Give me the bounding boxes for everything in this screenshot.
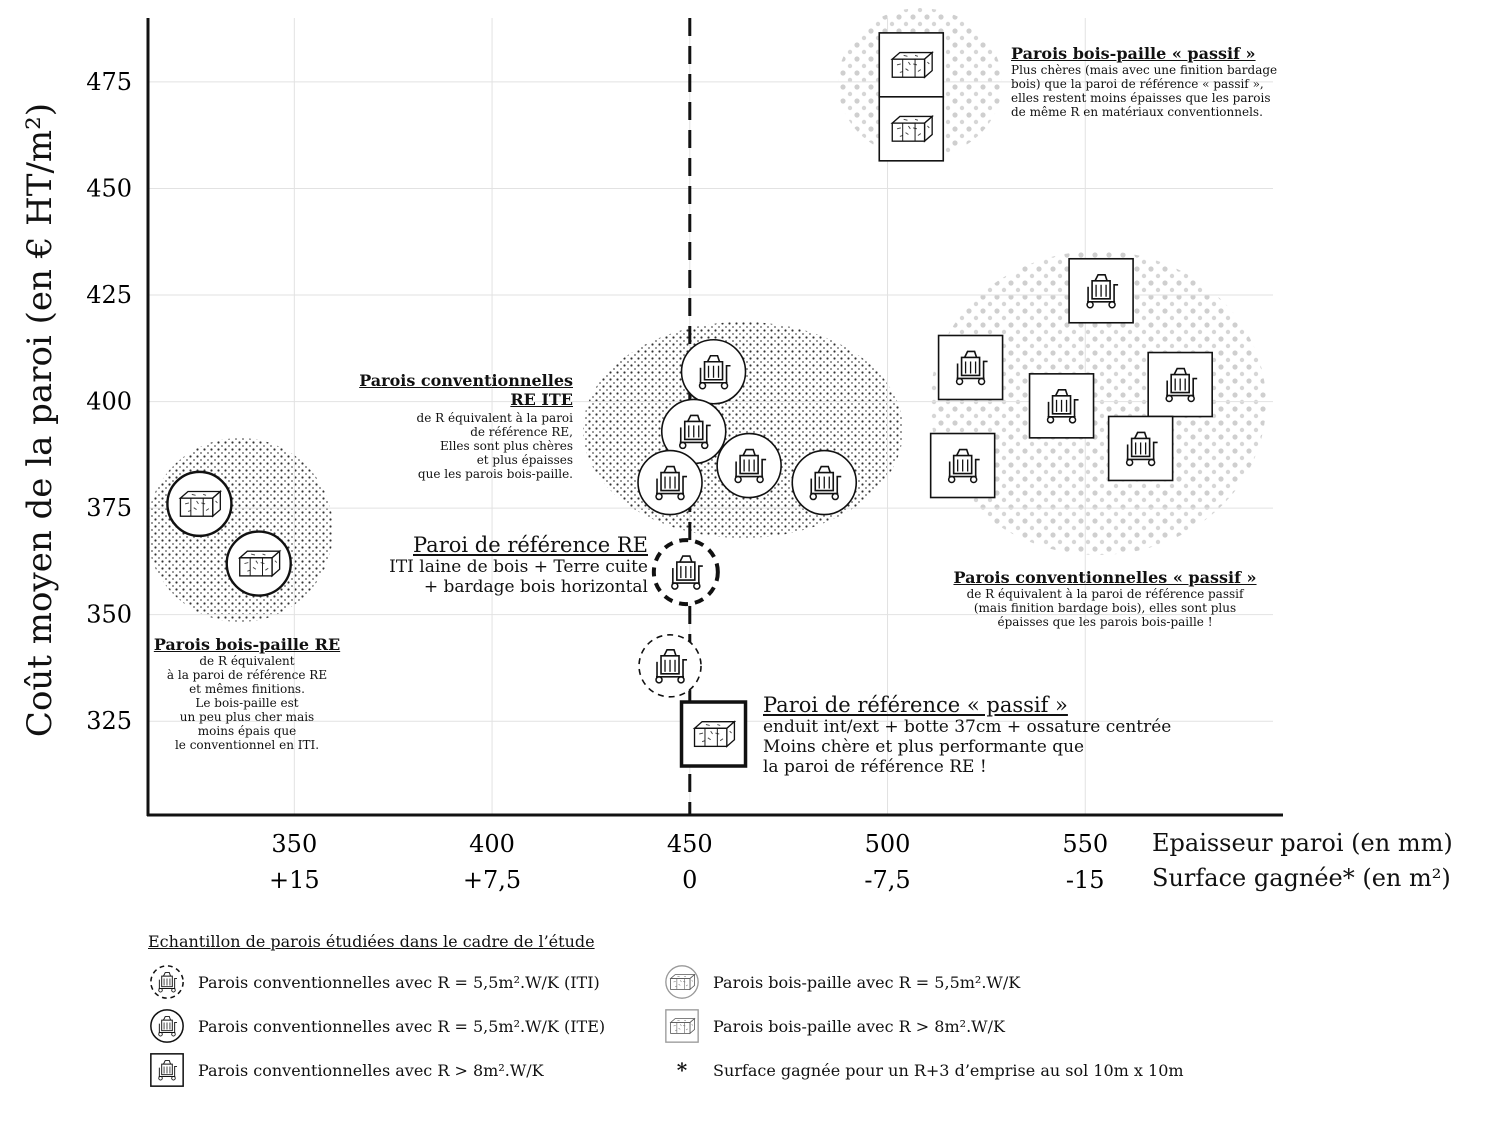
- annotation-text: [147, 654, 347, 752]
- legend-label: Parois conventionnelles avec R > 8m².W/K: [198, 1060, 544, 1080]
- legend-label: Parois bois-paille avec R = 5,5m².W/K: [713, 972, 1021, 992]
- legend-label: Parois bois-paille avec R > 8m².W/K: [713, 1016, 1005, 1036]
- annotation-line: de R équivalent à la paroi de référence passif: [966, 587, 1244, 601]
- legend-item: [148, 1051, 544, 1089]
- annotation-line: épaisses que les parois bois-paille !: [997, 615, 1213, 629]
- annotation-line: Elles sont plus chères: [439, 439, 573, 453]
- annotation-title: Parois conventionnelles: [359, 371, 573, 390]
- legend-item: [148, 963, 600, 1001]
- annotation-line: de R équivalent à la paroi: [416, 411, 573, 425]
- annotation-title: Parois bois-paille « passif »: [1011, 44, 1256, 63]
- annotation-line: à la paroi de référence RE: [166, 668, 328, 682]
- legend-label: Surface gagnée pour un R+3 d’emprise au sol 10m x 10m: [713, 1060, 1184, 1080]
- x-axis-title: Epaisseur paroi (en mm): [1152, 829, 1453, 857]
- data-point-dashed-circle: [639, 635, 701, 697]
- legend-label: Parois conventionnelles avec R = 5,5m².W/K (ITI): [198, 972, 600, 992]
- y-tick-label: 325: [86, 707, 132, 736]
- data-point-square: [931, 434, 995, 498]
- annotation-reference-re: [330, 533, 648, 597]
- legend-title: Echantillon de parois étudiées dans le cadre de l’étude: [148, 932, 595, 951]
- annotation-line: et plus épaisses: [476, 453, 573, 467]
- annotation-line: (mais finition bardage bois), elles sont plus: [973, 601, 1237, 615]
- annotation-title: Paroi de référence « passif »: [763, 693, 1068, 717]
- legend-item: [663, 1007, 1005, 1045]
- annotation-title-2: RE ITE: [510, 390, 573, 409]
- y-tick-label: 450: [86, 174, 132, 203]
- bale-circle-icon: [663, 963, 701, 1001]
- data-point-square: [939, 335, 1003, 399]
- data-point-circle: [682, 340, 746, 404]
- mixer-square-icon: [148, 1051, 186, 1089]
- annotation-line: de R équivalent: [199, 654, 295, 668]
- y-axis-title: Coût moyen de la paroi (en € HT/m²): [20, 102, 60, 738]
- x-tick-label: 550: [1062, 830, 1109, 858]
- asterisk-icon: *: [676, 1058, 688, 1082]
- y-tick-label: 375: [86, 494, 132, 523]
- mixer-circle-icon: [148, 1007, 186, 1045]
- annotation-bois-paille-passif: [1011, 44, 1277, 119]
- x2-tick-label: -7,5: [864, 866, 911, 894]
- annotation-title: Paroi de référence RE: [413, 533, 648, 557]
- y-tick-label: 425: [86, 281, 132, 310]
- x2-tick-label: 0: [682, 866, 698, 894]
- data-point-square: [1148, 353, 1212, 417]
- x-tick-label: 400: [469, 830, 515, 858]
- annotation-line: le conventionnel en ITI.: [174, 738, 320, 752]
- annotation-line: de référence RE,: [470, 425, 573, 439]
- annotation-line: la paroi de référence RE !: [763, 757, 987, 777]
- annotation-line: + bardage bois horizontal: [423, 577, 648, 597]
- legend-item: [148, 1007, 605, 1045]
- cloud-bois-paille-re: [147, 438, 333, 622]
- annotation-text: [940, 587, 1270, 629]
- data-point-circle: [638, 451, 702, 515]
- annotation-title: Parois conventionnelles « passif »: [953, 568, 1257, 587]
- legend-item: [663, 1051, 1184, 1089]
- y-tick-label: 350: [86, 600, 132, 629]
- annotation-line: elles restent moins épaisses que les parois: [1011, 91, 1271, 105]
- annotation-line: que les parois bois-paille.: [417, 467, 573, 481]
- annotation-reference-passif: [763, 693, 1171, 777]
- annotation-conventionnelles-passif: [940, 568, 1270, 629]
- cloud-conventionnelles-ite: [583, 322, 903, 538]
- data-point-square-bale: [879, 97, 943, 161]
- legend-label: Parois conventionnelles avec R = 5,5m².W/K (ITE): [198, 1016, 606, 1036]
- y-tick-label: 475: [86, 67, 132, 96]
- annotation-line: moins épais que: [197, 724, 297, 738]
- data-point-circle: [717, 434, 781, 498]
- data-point-square: [1109, 416, 1173, 480]
- data-point-square: [1030, 374, 1094, 438]
- annotation-line: bois) que la paroi de référence « passif »,: [1011, 77, 1264, 91]
- legend-item: [663, 963, 1020, 1001]
- annotation-text: [340, 411, 573, 481]
- data-point-square-bale: [879, 33, 943, 97]
- x2-tick-label: +15: [268, 866, 320, 894]
- annotation-conventionnelles-ite: [340, 371, 573, 481]
- x-tick-label: 500: [864, 830, 911, 858]
- x2-tick-label: +7,5: [462, 866, 522, 894]
- x-tick-label: 350: [271, 830, 318, 858]
- mixer-dashed-circle-icon: [148, 963, 186, 1001]
- reference-point: [682, 702, 746, 766]
- annotation-line: un peu plus cher mais: [179, 710, 315, 724]
- x-tick-label: 450: [666, 830, 713, 858]
- annotation-line: Plus chères (mais avec une finition bardage: [1011, 63, 1278, 77]
- x2-tick-label: -15: [1065, 866, 1105, 894]
- annotation-text: [330, 557, 648, 597]
- bale-square-icon: [663, 1007, 701, 1045]
- y-tick-label: 400: [86, 387, 132, 416]
- annotation-text: [1011, 63, 1277, 119]
- reference-point: [654, 540, 718, 604]
- annotation-line: Moins chère et plus performante que: [763, 737, 1085, 757]
- annotation-title: Parois bois-paille RE: [153, 635, 341, 654]
- annotation-text: [763, 717, 1171, 777]
- data-point-circle-bale: [167, 472, 231, 536]
- data-point-square: [1069, 259, 1133, 323]
- data-point-circle: [792, 451, 856, 515]
- annotation-line: et mêmes finitions.: [189, 682, 305, 696]
- annotation-line: ITI laine de bois + Terre cuite: [389, 557, 648, 577]
- annotation-line: Le bois-paille est: [195, 696, 299, 710]
- annotation-bois-paille-re: [147, 635, 347, 752]
- annotation-line: enduit int/ext + botte 37cm + ossature centrée: [763, 717, 1172, 737]
- annotation-line: de même R en matériaux conventionnels.: [1011, 105, 1263, 119]
- x2-axis-title: Surface gagnée* (en m²): [1152, 864, 1451, 892]
- data-point-circle-bale: [227, 532, 291, 596]
